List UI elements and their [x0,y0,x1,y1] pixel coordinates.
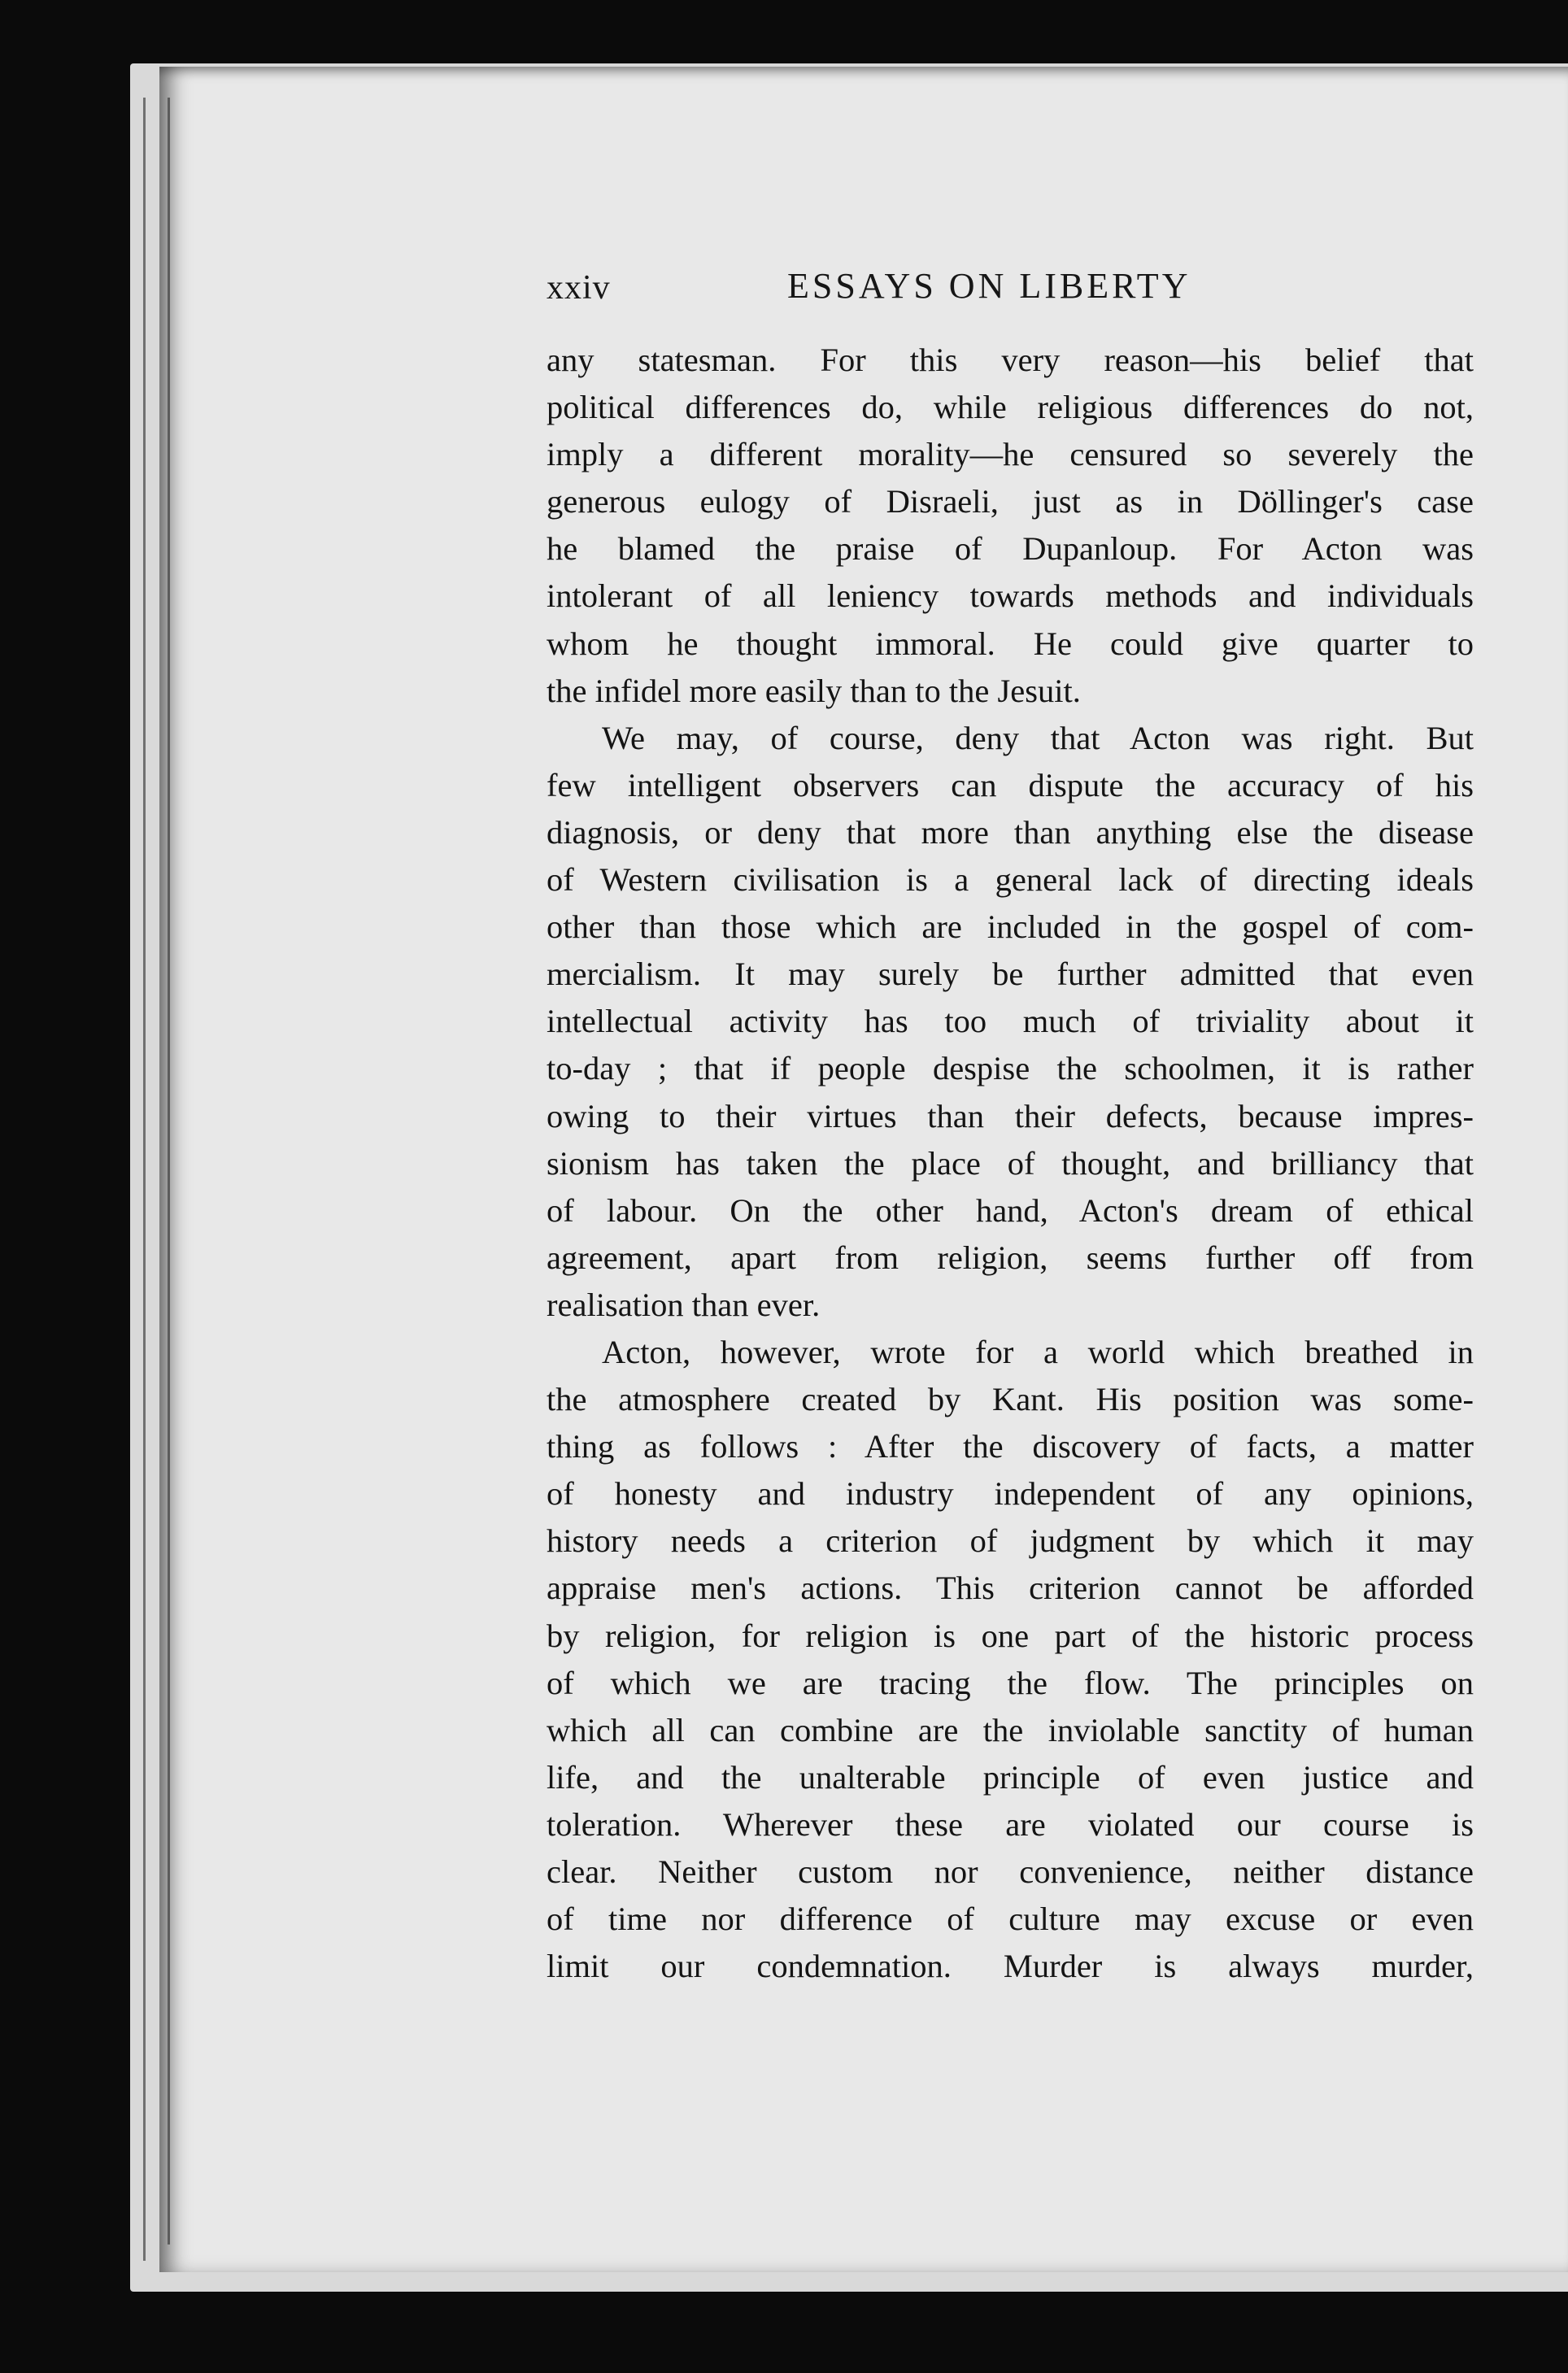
text-line: any statesman. For this very reason—his belief that [547,342,1474,378]
text-line: of honesty and industry independent of any opinions, [547,1475,1474,1513]
text-line: intolerant of all leniency towards methods and individuals [547,577,1474,615]
text-line: which all can combine are the inviolable sanctity of human [547,1711,1474,1748]
text-line: agreement, apart from religion, seems further off from [547,1239,1474,1276]
text-line: intellectual activity has too much of triviality about it [547,1003,1474,1040]
text-line: of time nor difference of culture may excuse or even [547,1901,1474,1938]
text-line: he blamed the praise of Dupanloup. For Acton was [547,530,1474,568]
text-line: diagnosis, or deny that more than anything else the disease [547,813,1474,851]
text-line: by religion, for religion is one part of the historic process [547,1617,1474,1654]
text-line: We may, of course, deny that Acton was right. But [602,719,1474,756]
text-line: toleration. Wherever these are violated our course is [547,1805,1474,1843]
body-text [547,337,1474,1990]
text-line: of Western civilisation is a general lack of directing ideals [547,861,1474,899]
text-line: life, and the unalterable principle of even justice and [547,1758,1474,1796]
running-title: ESSAYS ON LIBERTY [787,266,1191,306]
running-header [547,265,1474,314]
text-line: mercialism. It may surely be further admitted that even [547,956,1474,993]
page-number: xxiv [547,269,611,307]
text-line: thing as follows : After the discovery of facts, a matter [547,1428,1474,1465]
text-line: owing to their virtues than their defects, because impres- [547,1097,1474,1134]
text-line: the atmosphere created by Kant. His position was some- [547,1381,1474,1418]
text-line: other than those which are included in the gospel of com- [547,908,1474,946]
text-line: few intelligent observers can dispute the accuracy of his [547,766,1474,803]
text-line: limit our condemnation. Murder is always murder, [547,1948,1474,1985]
text-line: political differences do, while religious differences do not, [547,389,1474,426]
text-line: appraise men's actions. This criterion cannot be afforded [547,1570,1474,1607]
text-line: to-day ; that if people despise the schoolmen, it is rather [547,1050,1474,1087]
gutter-shadow [168,98,170,2245]
text-line: Acton, however, wrote for a world which breathed in [602,1333,1474,1370]
text-line: imply a different morality—he censured so severely the [547,436,1474,473]
text-line: whom he thought immoral. He could give quarter to [547,625,1474,662]
text-line: generous eulogy of Disraeli, just as in Döllinger's case [547,483,1474,520]
text-line: of labour. On the other hand, Acton's dream of ethical [547,1191,1474,1229]
paragraph [547,1329,1474,1990]
text-line: the infidel more easily than to the Jesuit. [547,672,1081,709]
text-line: clear. Neither custom nor convenience, neither distance [547,1853,1474,1890]
text-line: history needs a criterion of judgment by which it may [547,1522,1474,1560]
text-line: realisation than ever. [547,1286,821,1323]
paragraph [547,337,1474,715]
gutter-shadow [143,98,146,2261]
text-line: of which we are tracing the flow. The principles on [547,1664,1474,1701]
paragraph [547,715,1474,1329]
text-line: sionism has taken the place of thought, and brilliancy that [547,1144,1474,1182]
